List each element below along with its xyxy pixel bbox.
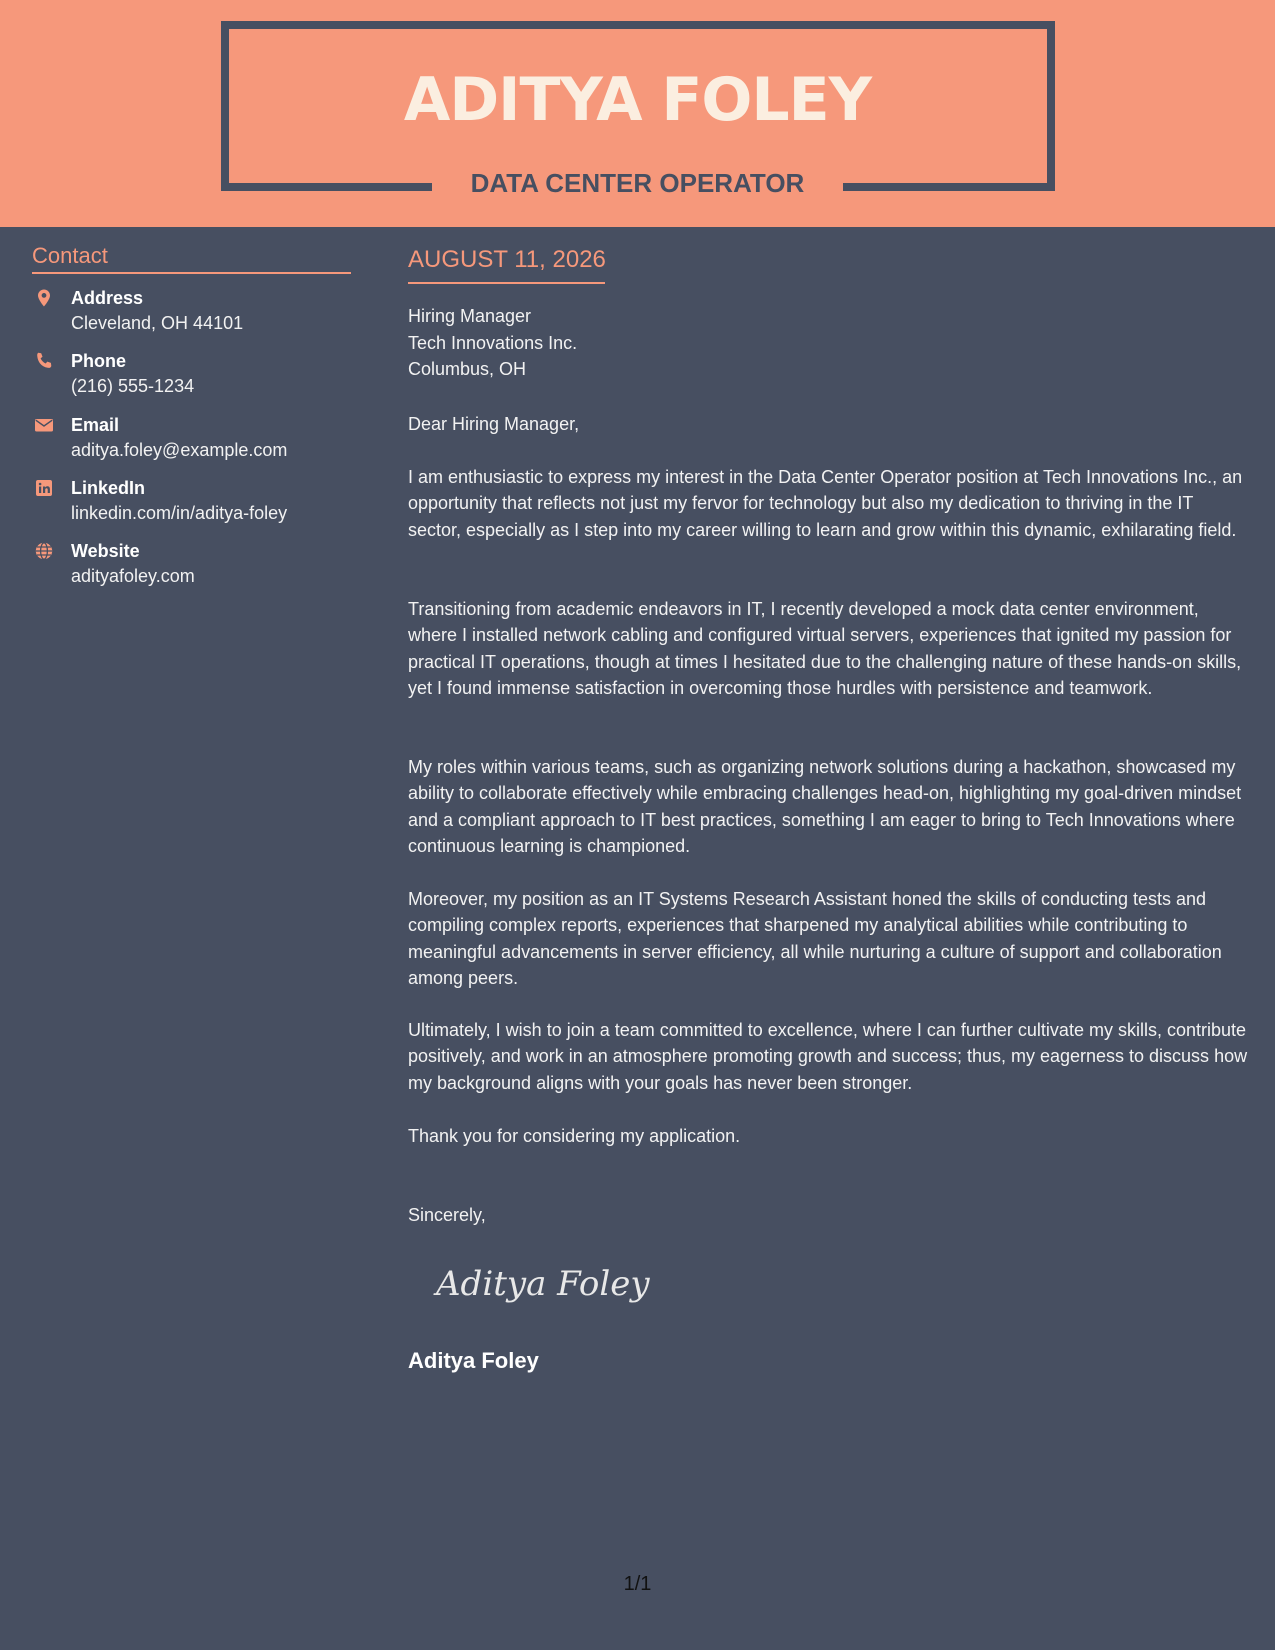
contact-value: Cleveland, OH 44101 xyxy=(71,313,244,333)
letter-date: AUGUST 11, 2026 xyxy=(408,246,606,273)
paragraph-text: Moreover, my position as an IT Systems Research Assistant honed the skills of conducting tests and compiling complex reports, experiences that sharpened my analytical abilities while contributing to meaningful advancements in server efficiency, all while nurturing a culture of support and collaboration among peers. xyxy=(408,889,1222,989)
contact-label: Email xyxy=(71,415,120,435)
contact-heading: Contact xyxy=(32,243,108,268)
page-number: 1/1 xyxy=(623,1573,652,1595)
contact-address xyxy=(32,286,362,338)
linkedin-icon xyxy=(34,478,54,498)
signer-name: Aditya Foley xyxy=(408,1348,539,1373)
contact-value: (216) 555-1234 xyxy=(71,376,195,396)
applicant-name: ADITYA FOLEY xyxy=(403,65,872,135)
contact-value[interactable]: adityafoley.com xyxy=(71,566,195,586)
date-divider xyxy=(408,282,605,284)
salutation-text: Dear Hiring Manager, xyxy=(408,414,580,434)
paragraph-text: My roles within various teams, such as organizing network solutions during a hackathon, showcased my ability to collaborate effectively while embracing challenges head-on, highlighting my goal-driven mindset and a compliant approach to IT best practices, something I am eager to bring to Tech Innovations where continuous learning is championed. xyxy=(408,757,1242,857)
closing xyxy=(408,1202,1250,1228)
contact-website xyxy=(32,539,362,591)
paragraph-text: Transitioning from academic endeavors in IT, I recently developed a mock data center environment, where I installed network cabling and configured virtual servers, experiences that ignited my passion for practical IT operations, though at times I hesitated due to the challenging nature of these hands-on skills, yet I found immense satisfaction in overcoming those hurdles with persistence and teamwork. xyxy=(408,599,1242,699)
paragraph-1 xyxy=(408,464,1250,543)
header-banner xyxy=(0,0,1275,227)
closing-text: Sincerely, xyxy=(408,1205,486,1225)
globe-icon xyxy=(34,541,54,561)
salutation xyxy=(408,411,1250,437)
handwritten-signature: Aditya Foley xyxy=(436,1264,650,1304)
recipient-location: Columbus, OH xyxy=(408,359,527,379)
job-title: DATA CENTER OPERATOR xyxy=(470,168,805,198)
contact-phone xyxy=(32,349,362,401)
thanks-line xyxy=(408,1123,1250,1149)
contact-value[interactable]: linkedin.com/in/aditya-foley xyxy=(71,503,288,523)
paragraph-text: Ultimately, I wish to join a team committed to excellence, where I can further cultivate my skills, contribute positively, and work in an atmosphere promoting growth and success; thus, my eagerness to discuss how my background aligns with your goals has never been stronger. xyxy=(408,1020,1248,1093)
paragraph-4 xyxy=(408,886,1250,992)
paragraph-text: I am enthusiastic to express my interest in the Data Center Operator position at Tech Innovations Inc., an opportunity that reflects not just my fervor for technology but also my dedication to thriving in the IT sector, especially as I step into my career willing to learn and grow within this dynamic, exhilarating field. xyxy=(408,467,1243,540)
recipient-block xyxy=(408,303,577,383)
paragraph-3 xyxy=(408,754,1250,860)
contact-linkedin xyxy=(32,476,362,528)
contact-email xyxy=(32,413,362,465)
paragraph-2 xyxy=(408,596,1250,702)
contact-value: aditya.foley@example.com xyxy=(71,440,288,460)
contact-label: Website xyxy=(71,541,140,561)
contact-label: Phone xyxy=(71,351,127,371)
envelope-icon xyxy=(34,415,54,435)
phone-icon xyxy=(34,351,54,371)
thanks-text: Thank you for considering my application. xyxy=(408,1126,741,1146)
contact-divider xyxy=(32,272,351,274)
location-pin-icon xyxy=(34,288,54,308)
recipient-company: Tech Innovations Inc. xyxy=(408,332,578,353)
contact-label: LinkedIn xyxy=(71,478,146,498)
recipient-title: Hiring Manager xyxy=(408,306,532,326)
contact-label: Address xyxy=(71,288,144,308)
paragraph-5 xyxy=(408,1017,1250,1096)
